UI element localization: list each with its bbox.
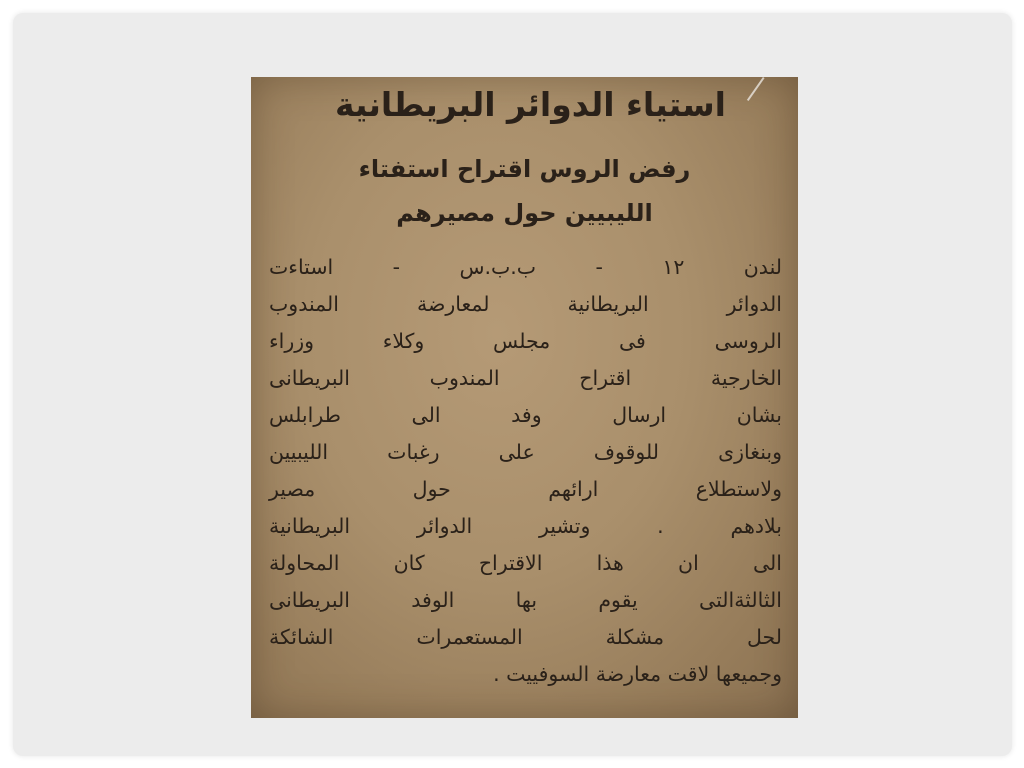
- article-headline: استياء الدوائر البريطانية: [335, 85, 726, 124]
- body-line: الى ان هذا الاقتراح كان المحاولة: [269, 551, 782, 575]
- article-subheading-2: الليبيين حول مصيرهم: [396, 199, 653, 227]
- article-body: [269, 249, 782, 693]
- body-line: وبنغازى للوقوف على رغبات الليبيين: [269, 440, 782, 464]
- body-line: الدوائر البريطانية لمعارضة المندوب: [269, 292, 782, 316]
- body-line: الخارجية اقتراح المندوب البريطانى: [269, 366, 782, 390]
- body-line: لندن ١٢ - ب.ب.س - استاءت: [269, 255, 782, 279]
- body-line: الروسى فى مجلس وكلاء وزراء: [269, 329, 782, 353]
- body-line: ولاستطلاع ارائهم حول مصير: [269, 477, 782, 501]
- slide-background: [13, 13, 1012, 756]
- body-line: بلادهم . وتشير الدوائر البريطانية: [269, 514, 782, 538]
- body-line: بشان ارسال وفد الى طرابلس: [269, 403, 782, 427]
- newspaper-clipping: [251, 77, 798, 718]
- body-line: وجميعها لاقت معارضة السوفييت .: [493, 662, 782, 686]
- body-line: لحل مشكلة المستعمرات الشائكة: [269, 625, 782, 649]
- body-line: الثالثةالتى يقوم بها الوفد البريطانى: [269, 588, 782, 612]
- article-subheading-1: رفض الروس اقتراح استفتاء: [358, 155, 691, 183]
